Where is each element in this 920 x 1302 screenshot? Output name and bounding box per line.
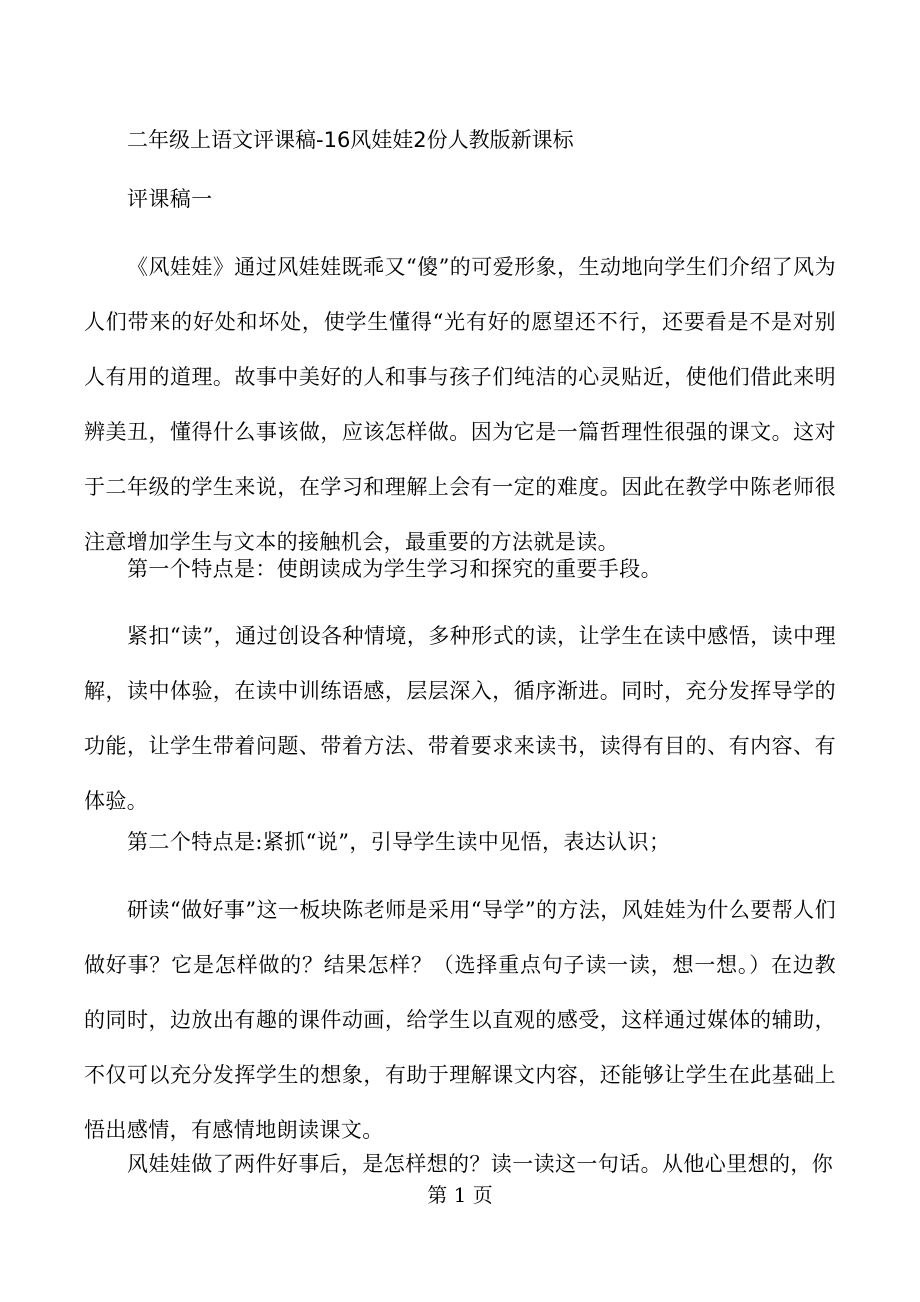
paragraph-feature-one: 第一个特点是：使朗读成为学生学习和探究的重要手段。 [127,557,662,581]
page-number: 第 1 页 [427,1183,493,1207]
paragraph-reading: 紧扣“读”，通过创设各种情境，多种形式的读，让学生在读中感悟，读中理解，读中体验，在读中训练语感，层层深入，循序渐进。同时，充分发挥导学的功能，让学生带着问题、带着方法、带着要求来读书，读得有目的、有内容、有体验。 [84,624,836,813]
paragraph-intro: 《风娃娃》通过风娃娃既乖又“傻”的可爱形象，生动地向学生们介绍了风为人们带来的好处和坏处，使学生懂得“光有好的愿望还不行，还要看是不是对别人有用的道理。故事中美好的人和事与孩子们纯洁的心灵贴近，使他们借此来明辨美丑，懂得什么事该做，应该怎样做。因为它是一篇哲理性很强的课文。这对于二年级的学生来说，在学习和理解上会有一定的难度。因此在教学中陈老师很注意增加学生与文本的接触机会，最重要的方法就是读。 [84,255,836,554]
paragraph-continued: 风娃娃做了两件好事后，是怎样想的？读一读这一句话。从他心里想的，你 [127,1152,834,1176]
paragraph-feature-two: 第二个特点是:紧抓“说”，引导学生读中见悟，表达认识； [127,830,671,854]
section-heading: 评课稿一 [127,187,213,211]
document-title: 二年级上语文评课稿-16风娃娃2份人教版新课标 [127,128,574,152]
paragraph-study: 研读“做好事”这一板块陈老师是采用“导学”的方法，风娃娃为什么要帮人们做好事？它是怎样做的？结果怎样？（选择重点句子读一读，想一想。）在边教的同时，边放出有趣的课件动画，给学生以直观的感受，这样通过媒体的辅助，不仅可以充分发挥学生的想象，有助于理解课文内容，还能够让学生在此基础上悟出感情，有感情地朗读课文。 [84,898,836,1142]
